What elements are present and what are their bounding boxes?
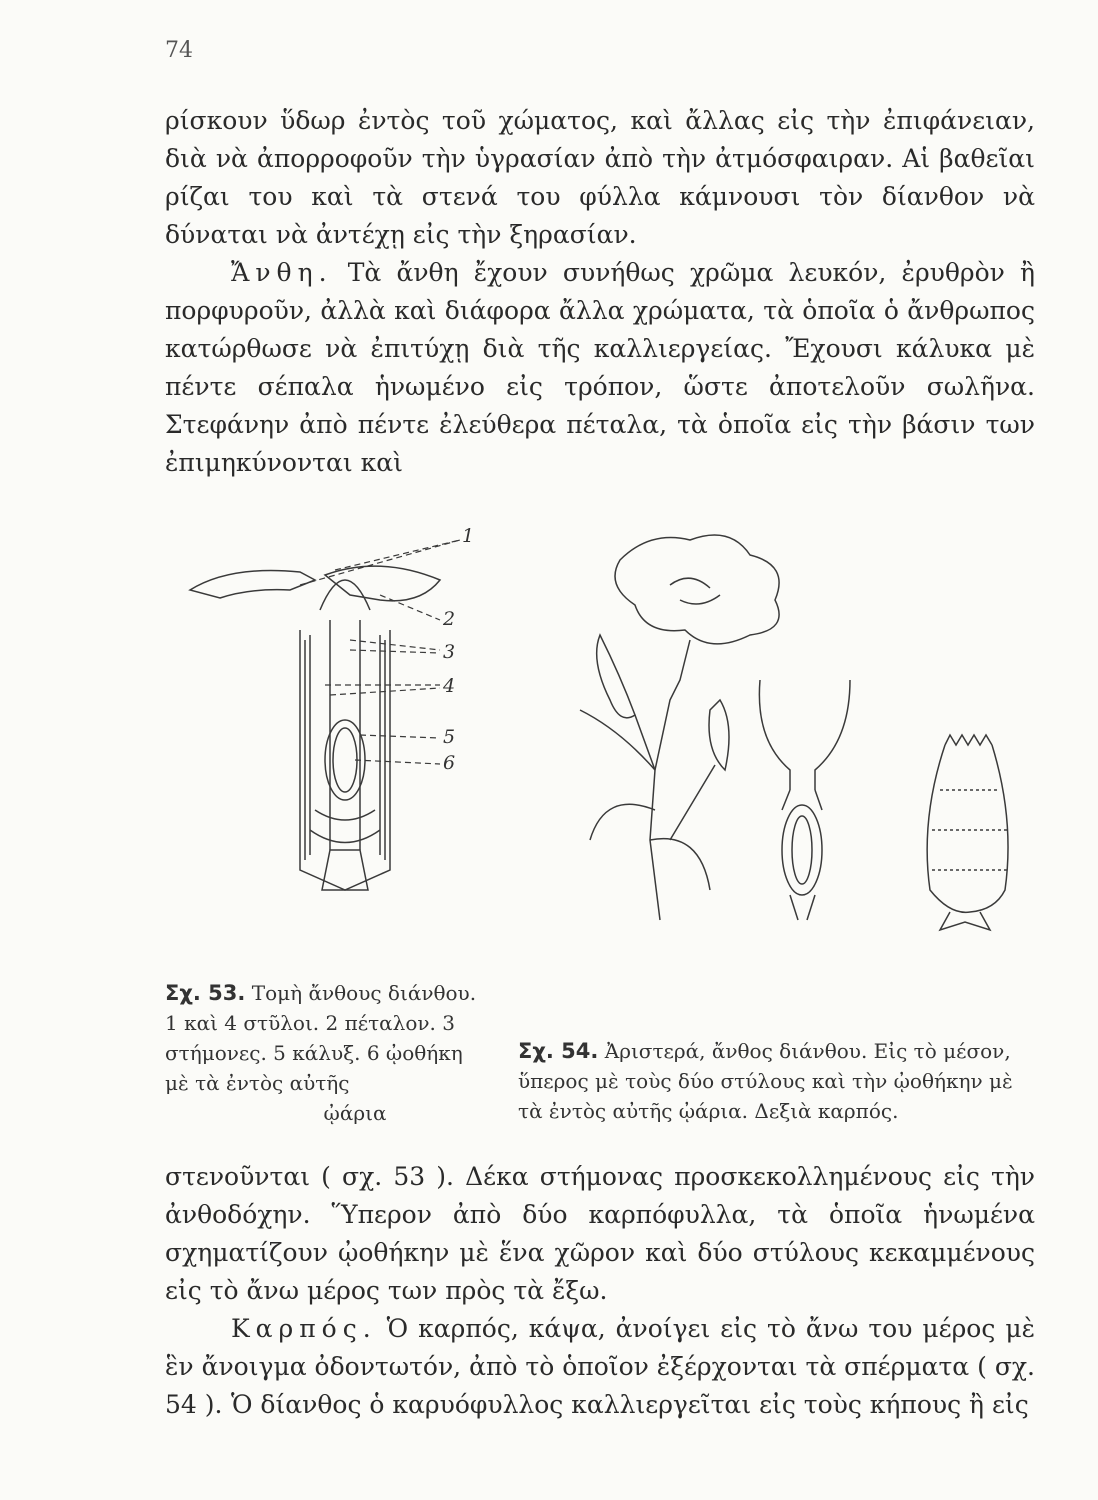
- paragraph-fruit-text: Ὁ καρπός, κάψα, ἀνοίγει εἰς τὸ ἄνω του μέρος μὲ ἓν ἄνοιγμα ὀδοντωτόν, ἀπὸ τὸ ὁποῖον ἐξέρχονται τὰ σπέρματα ( σχ. 54 ).: [165, 1314, 1035, 1419]
- figure-53-caption-last: ᾠάρια: [323, 1101, 387, 1125]
- pistil-drawing: [759, 680, 850, 920]
- paragraph-flowers: [165, 254, 1035, 482]
- label-1: 1: [462, 525, 475, 547]
- figure-54-caption-text: Ἀριστερά, ἄνθος διάνθου. Εἰς τὸ μέσον, ὕπερος μὲ τοὺς δύο στύλους καὶ τὴν ᾠοθήκην μὲ τὰ ἐντὸς αὐτῆς ᾠάρια. Δεξιὰ καρπός.: [518, 1039, 1013, 1123]
- flower-section-drawing: [190, 566, 440, 890]
- page-number: 74: [165, 38, 193, 63]
- label-6: 6: [443, 752, 456, 774]
- figure-53-caption: [165, 978, 485, 1128]
- section-heading-flowers: Ἄνθη.: [231, 258, 333, 287]
- figures-area: [150, 510, 1050, 970]
- label-3: 3: [443, 641, 456, 663]
- figure-53-label: Σχ. 53.: [165, 981, 246, 1005]
- paragraph-intro: ρίσκουν ὕδωρ ἐντὸς τοῦ χώματος, καὶ ἄλλας εἰς τὴν ἐπιφάνειαν, διὰ νὰ ἀπορροφοῦν τὴν ὑγρασίαν ἀπὸ τὴν ἀτμόσφαιραν. Αἱ βαθεῖαι ρίζαι του καὶ τὰ στενά του φύλλα κάμνουσι τὸν δίανθον νὰ δύναται νὰ ἀντέχῃ εἰς τὴν ξηρασίαν.: [165, 106, 1035, 249]
- figure-53-caption-text: Τομὴ ἄνθους διάνθου. 1 καὶ 4 στῦλοι. 2 πέταλον. 3 στήμονες. 5 κάλυξ. 6 ᾠοθήκη μὲ τὰ ἐντὸς αὐτῆς: [165, 981, 477, 1095]
- label-4: 4: [443, 675, 456, 697]
- paragraph-cultivation: Ὁ δίανθος ὁ καρυόφυλλος καλλιεργεῖται εἰς τοὺς κήπους ἢ εἰς: [231, 1390, 1029, 1419]
- paragraph-stamens: στενοῦνται ( σχ. 53 ). Δέκα στήμονας προσκεκολλημένους εἰς τὴν ἀνθοδόχην. Ὕπερον ἀπὸ δύο καρπόφυλλα, τὰ ὁποῖα ἡνωμένα σχηματίζουν ᾠοθήκην μὲ ἕνα χῶρον καὶ δύο στύλους κεκαμμένους εἰς τὸ ἄνω μέρος των πρὸς τὰ ἔξω.: [165, 1162, 1035, 1305]
- figure-54-caption: [518, 1036, 1028, 1126]
- label-5: 5: [443, 726, 456, 748]
- botanical-illustrations: [150, 510, 1050, 970]
- section-heading-fruit: Καρπός.: [231, 1314, 377, 1343]
- label-2: 2: [443, 608, 456, 630]
- fruit-capsule-drawing: [927, 735, 1008, 930]
- carnation-flower-drawing: [580, 535, 779, 920]
- paragraph-flowers-text: Τὰ ἄνθη ἔχουν συνήθως χρῶμα λευκόν, ἐρυθρὸν ἢ πορφυροῦν, ἀλλὰ καὶ διάφορα ἄλλα χρώματα, τὰ ὁποῖα ὁ ἄνθρωπος κατώρθωσε νὰ ἐπιτύχῃ διὰ τῆς καλλιεργείας. Ἔχουσι κάλυκα μὲ πέντε σέπαλα ἡνωμένο εἰς τρόπον, ὥστε ἀποτελοῦν σωλῆνα. Στεφάνην ἀπὸ πέντε ἐλεύθερα πέταλα, τὰ ὁποῖα εἰς τὴν βάσιν των ἐπιμηκύνονται καὶ: [165, 258, 1035, 477]
- figure-54-label: Σχ. 54.: [518, 1039, 599, 1063]
